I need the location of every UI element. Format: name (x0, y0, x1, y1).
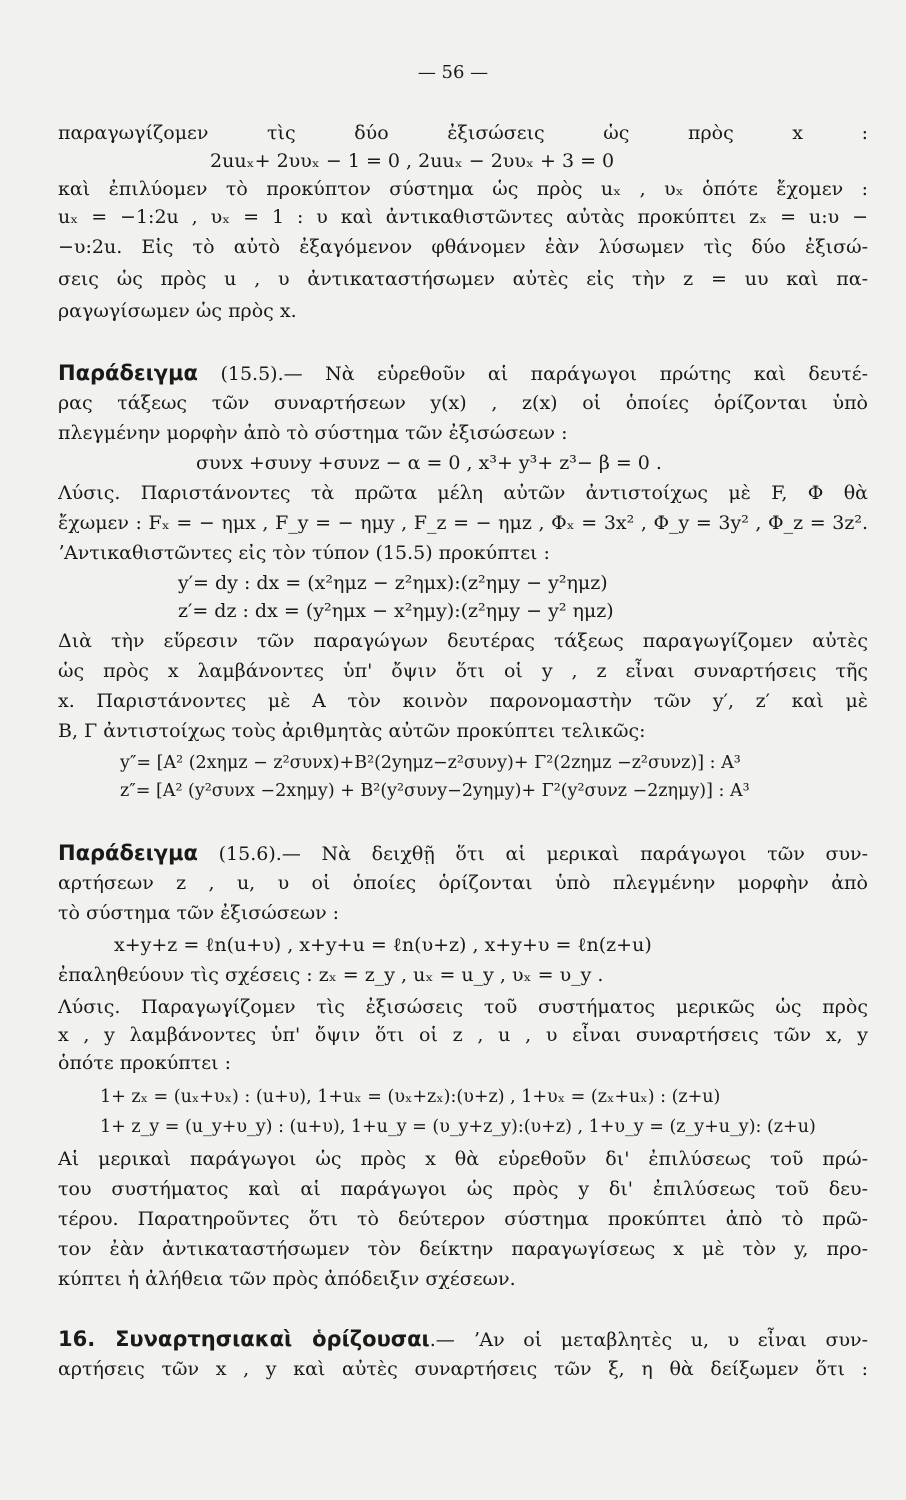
text-line: ἐπαληθεύουν τὶς σχέσεις : zₓ = z_y , uₓ = u_y , υₓ = υ_y . (58, 964, 604, 986)
text-line: x , y λαμβάνοντες ὑπ' ὄψιν ὅτι οἱ z , u , υ εἶναι συναρτήσεις τῶν x, y (58, 1024, 868, 1046)
text-line: σεις ὡς πρὸς u , υ ἀντικαταστήσωμεν αὐτὲς εἰς τὴν z = uυ καὶ πα- (58, 268, 868, 290)
text-line: του συστήματος καὶ αἱ παράγωγοι ὡς πρὸς y δι' ἐπιλύσεως τοῦ δευ- (58, 1178, 868, 1200)
text-line: Λύσις. Παριστάνοντες τὰ πρῶτα μέλη αὐτῶν ἀντιστοίχως μὲ F, Φ θὰ (58, 482, 868, 504)
text-line: B, Γ ἀντιστοίχως τοὺς ἀριθμητὰς αὐτῶν προκύπτει τελικῶς: (58, 720, 646, 742)
equation-line: z″= [A² (y²συνx −2xημy) + B²(y²συνy−2yημy)+ Γ²(y²συνz −2zημy)] : A³ (120, 781, 750, 801)
section-heading-16: 16. Συναρτησιακαὶ ὁρίζουσαι.— ʼΑν οἱ μεταβλητὲς u, υ εἶναι συν- (58, 1327, 868, 1351)
text-line: κύπτει ἡ ἀλήθεια τῶν πρὸς ἀπόδειξιν σχέσεων. (58, 1268, 516, 1290)
text-line: x. Παριστάνοντες μὲ A τὸν κοινὸν παρονομαστὴν τῶν y′, z′ καὶ μὲ (58, 690, 868, 712)
text-line: τον ἐὰν ἀντικαταστήσωμεν τὸν δείκτην παραγωγίσεως x μὲ τὸν y, προ- (58, 1238, 868, 1260)
equation-line: x+y+z = ℓn(u+υ) , x+y+u = ℓn(υ+z) , x+y+υ = ℓn(z+u) (114, 934, 652, 956)
equation-line: 2uuₓ+ 2υυₓ − 1 = 0 , 2uuₓ − 2υυₓ + 3 = 0 (210, 150, 615, 172)
page-number: — 56 — (417, 62, 489, 83)
equation-line: z′= dz : dx = (y²ημx − x²ημy):(z²ημy − y² ημz) (178, 600, 614, 622)
equation-line: y′= dy : dx = (x²ημz − z²ημx):(z²ημy − y²ημz) (178, 572, 608, 594)
text-line: παραγωγίζομεν τὶς δύο ἐξισώσεις ὡς πρὸς x : (58, 122, 868, 144)
equation-line: συνx +συνy +συνz − α = 0 , x³+ y³+ z³− β = 0 . (196, 452, 662, 474)
text-line: Λύσις. Παραγωγίζομεν τὶς ἐξισώσεις τοῦ συστήματος μερικῶς ὡς πρὸς (58, 996, 868, 1018)
text-line: −υ:2u. Εἰς τὸ αὐτὸ ἐξαγόμενον φθάνομεν ἐὰν λύσωμεν τὶς δύο ἐξισώ- (58, 236, 868, 258)
text-line: ʼΑντικαθιστῶντες εἰς τὸν τύπον (15.5) προκύπτει : (58, 542, 550, 564)
text-line: αρτήσεων z , u, υ οἱ ὁποίες ὁρίζονται ὑπὸ πλεγμένην μορφὴν ἀπὸ (58, 872, 868, 894)
text-line: ραγωγίσωμεν ὡς πρὸς x. (58, 300, 297, 322)
example-heading-15-6: Παράδειγμα (15.6).— Νὰ δειχθῇ ὅτι αἱ μερικαὶ παράγωγοι τῶν συν- (58, 841, 868, 865)
text-line: ρας τάξεως τῶν συναρτήσεων y(x) , z(x) οἱ ὁποίες ὁρίζονται ὑπὸ (58, 392, 868, 414)
example-heading-15-5: Παράδειγμα (15.5).— Νὰ εὑρεθοῦν αἱ παράγωγοι πρώτης καὶ δευτέ- (58, 361, 868, 385)
text-line: ὡς πρὸς x λαμβάνοντες ὑπ' ὄψιν ὅτι οἱ y , z εἶναι συναρτήσεις τῆς (58, 660, 868, 682)
text-line: Αἱ μερικαὶ παράγωγοι ὡς πρὸς x θὰ εὑρεθοῦν δι' ἐπιλύσεως τοῦ πρώ- (58, 1148, 868, 1170)
text-line: αρτήσεις τῶν x , y καὶ αὐτὲς συναρτήσεις τῶν ξ, η θὰ δείξωμεν ὅτι : (58, 1358, 868, 1380)
text-line: τέρου. Παρατηροῦντες ὅτι τὸ δεύτερον σύστημα προκύπτει ἀπὸ τὸ πρῶ- (58, 1208, 868, 1230)
text-line: τὸ σύστημα τῶν ἐξισώσεων : (58, 902, 340, 924)
equation-line: y″= [A² (2xημz − z²συνx)+B²(2yημz−z²συνy)+ Γ²(2zημz −z²συνz)] : A³ (120, 753, 741, 773)
equation-line: 1+ z_y = (u_y+υ_y) : (u+υ), 1+u_y = (υ_y+z_y):(υ+z) , 1+υ_y = (z_y+u_y): (z+u) (100, 1117, 816, 1137)
text-line: καὶ ἐπιλύομεν τὸ προκύπτον σύστημα ὡς πρὸς uₓ , υₓ ὁπότε ἔχομεν : (58, 178, 868, 200)
equation-line: 1+ zₓ = (uₓ+υₓ) : (u+υ), 1+uₓ = (υₓ+zₓ):(υ+z) , 1+υₓ = (zₓ+uₓ) : (z+u) (100, 1087, 721, 1107)
text-line: Διὰ τὴν εὕρεσιν τῶν παραγώγων δευτέρας τάξεως παραγωγίζομεν αὐτὲς (58, 630, 868, 652)
text-line: uₓ = −1:2u , υₓ = 1 : υ καὶ ἀντικαθιστῶντες αὐτὰς προκύπτει zₓ = u:υ − (58, 206, 868, 228)
text-line: ὁπότε προκύπτει : (58, 1052, 232, 1074)
text-line: πλεγμένην μορφὴν ἀπὸ τὸ σύστημα τῶν ἐξισώσεων : (58, 422, 568, 444)
text-line: ἔχωμεν : Fₓ = − ημx , F_y = − ημy , F_z = − ημz , Φₓ = 3x² , Φ_y = 3y² , Φ_z = 3z². (58, 512, 868, 534)
